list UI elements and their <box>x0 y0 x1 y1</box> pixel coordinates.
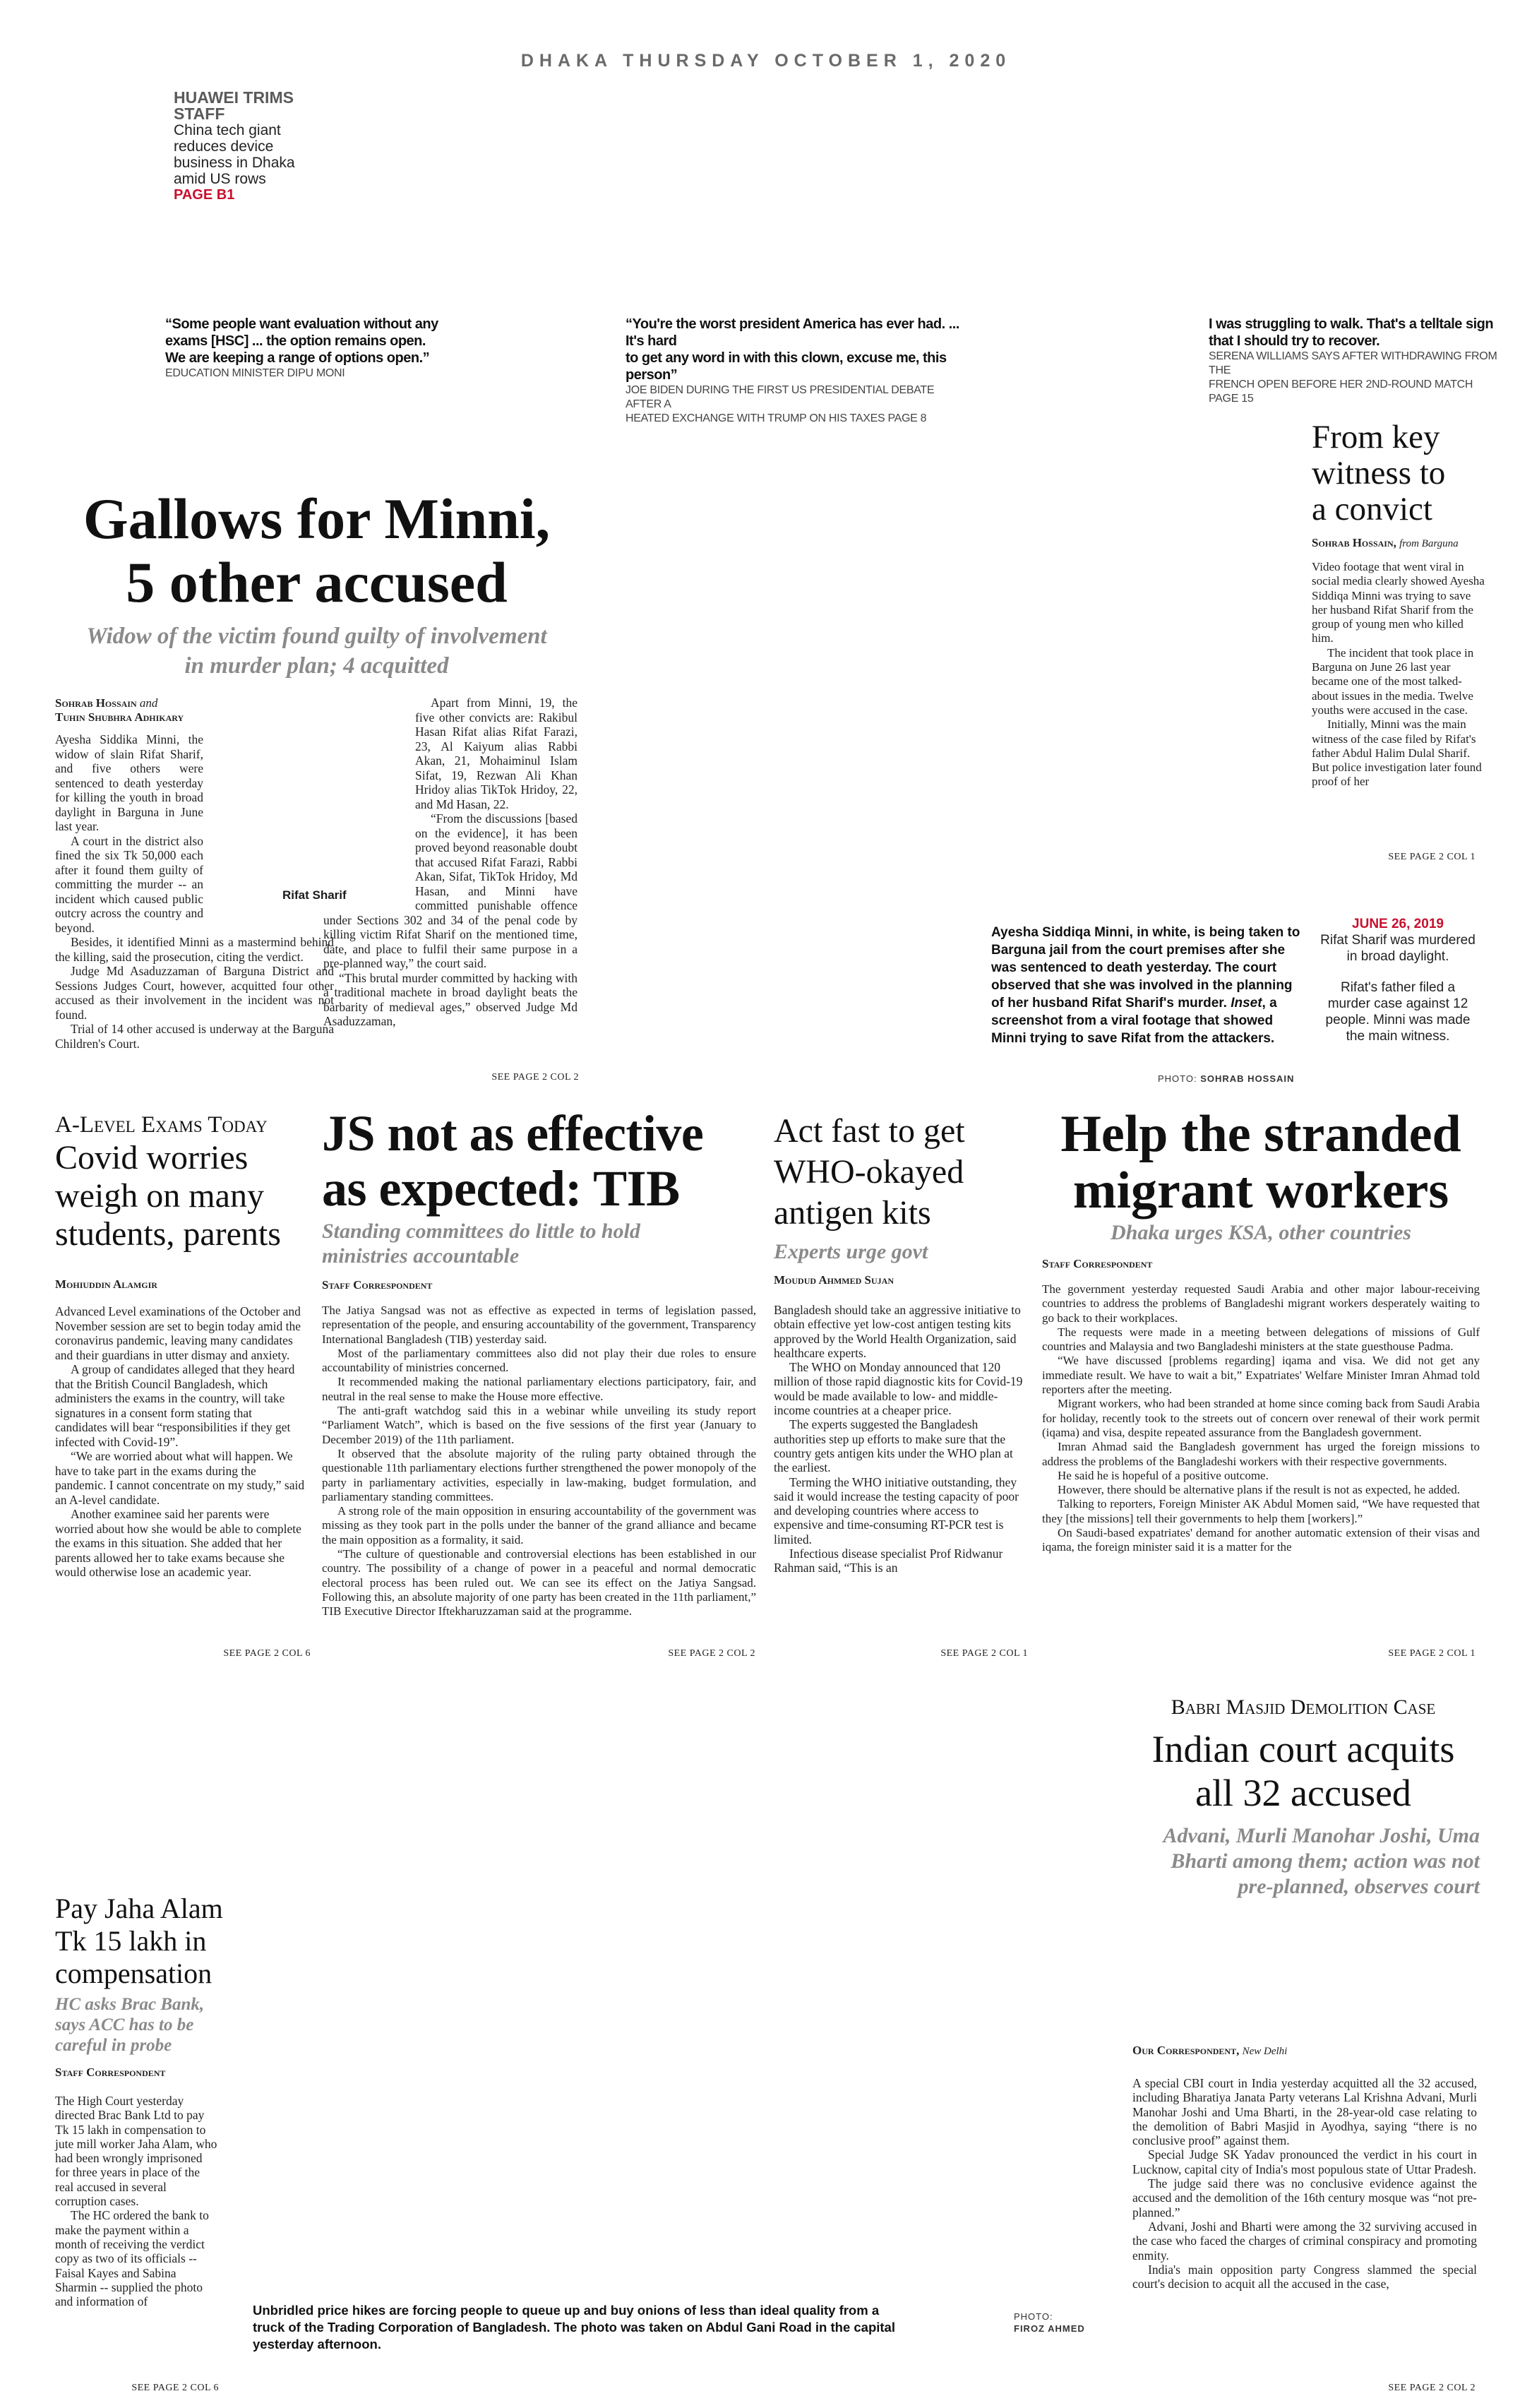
js-story <box>322 1106 756 1619</box>
js-para-6: A strong role of the main opposition in ensuring accountability of the government was missing as they took part in the polls under the banner of the grand alliance and became the main opposition as a formality, it said. <box>322 1504 756 1546</box>
timeline-event-1a: Rifat Sharif was murdered <box>1320 933 1476 948</box>
teaser-huawei[interactable] <box>174 90 315 203</box>
js-body <box>322 1304 756 1619</box>
teaser-title-2: STAFF <box>174 105 225 123</box>
onion-photo-credit <box>1014 2311 1085 2335</box>
babri-para-2: Special Judge SK Yadav pronounced the verdict in his court in Lucknow, capital city of India's most populous state of Uttar Pradesh. <box>1132 2147 1477 2176</box>
js-continued[interactable]: SEE PAGE 2 COL 2 <box>668 1648 755 1659</box>
js-headline-1[interactable]: JS not as effective <box>322 1105 704 1162</box>
migrant-headline-1[interactable]: Help the stranded <box>1060 1105 1461 1163</box>
quote-1-line-2: exams [HSC] ... the option remains open. <box>165 333 426 349</box>
alevel-para-2: A group of candidates alleged that they heard that the British Council Bangladesh, which administers the exams in the country, will take signatures in a consent form stating that candidates will bear “responsibilities if they get infected with Covid-19”. <box>55 1362 295 1449</box>
teaser-body-4: amid US rows <box>174 171 266 187</box>
onion-caption-line-2: truck of the Trading Corporation of Bangladesh. The photo was taken on Abdul Gani Road in the capital <box>253 2320 895 2335</box>
timeline-event-2a: Rifat's father filed a <box>1340 980 1456 995</box>
babri-byline-place: New Delhi <box>1242 2046 1288 2057</box>
quote-3-source-1: SERENA WILLIAMS SAYS AFTER WITHDRAWING FROM THE <box>1209 350 1497 376</box>
witness-headline-1[interactable]: From key <box>1312 419 1440 455</box>
js-headline-2[interactable]: as expected: TIB <box>322 1160 680 1217</box>
quote-2-line-1: “You're the worst president America has ever had. ... It's hard <box>626 316 959 349</box>
alevel-headline-3[interactable]: students, parents <box>55 1215 281 1253</box>
witness-para-2: The incident that took place in Barguna on June 26 last year became one of the most talked-about issues in the media. Twelve youths were accused in the case. <box>1312 645 1474 717</box>
jaha-deck-1: HC asks Brac Bank, <box>55 1995 205 2014</box>
timeline-event-2c: people. Minni was made <box>1325 1013 1471 1027</box>
babri-para-3: The judge said there was no conclusive evidence against the accused and the demolition of the 16th century mosque was “not pre-planned.” <box>1132 2176 1477 2219</box>
lead-byline-author-2: Tuhin Shubhra Adhikary <box>55 710 184 724</box>
alevel-para-3: “We are worried about what will happen. We have to take part in the exams during the pandemic. I cannot concentrate on my study,” said an A-level candidate. <box>55 1449 305 1507</box>
who-para-5: Infectious disease specialist Prof Ridwanur Rahman said, “This is an <box>774 1546 1003 1575</box>
jaha-headline-2[interactable]: Tk 15 lakh in <box>55 1925 207 1957</box>
lead-para-3: Besides, it identified Minni as a mastermind behind the killing, said the prosecution, citing the verdict. <box>55 935 334 964</box>
quote-2-source-2: HEATED EXCHANGE WITH TRUMP ON HIS TAXES PAGE 8 <box>626 412 927 424</box>
who-byline: Moudud Ahmmed Sujan <box>774 1273 894 1287</box>
migrant-headline-2[interactable]: migrant workers <box>1072 1162 1449 1220</box>
babri-para-5: India's main opposition party Congress slammed the special court's decision to acquit all the accused in the case, <box>1132 2262 1477 2291</box>
lead-continued[interactable]: SEE PAGE 2 COL 2 <box>491 1072 579 1083</box>
timeline-date: JUNE 26, 2019 <box>1352 917 1444 931</box>
caption-line-2: Barguna jail from the court premises after she <box>991 943 1286 958</box>
quote-3-source-2: FRENCH OPEN BEFORE HER 2ND-ROUND MATCH PAGE 15 <box>1209 379 1473 405</box>
jaha-body <box>55 2094 219 2308</box>
who-para-4: Terming the WHO initiative outstanding, they said it would increase the testing capacity of poor and developing countries where access to expensive and time-consuming RT-PCR test is limited. <box>774 1474 1019 1546</box>
babri-continued[interactable]: SEE PAGE 2 COL 2 <box>1388 2383 1476 2393</box>
jaha-para-2: The HC ordered the bank to make the payment within a month of receiving the verdict copy as two of its officials -- Faisal Kayes and Sabina Sharmin -- supplied the photo and information of <box>55 2208 209 2309</box>
js-para-4: The anti-graft watchdog said this in a webinar while unveiling its study report “Parliament Watch”, which is based on the five sessions of the first year (January to December 2019) of the 11th parliament. <box>322 1404 756 1446</box>
lead-deck-2: in murder plan; 4 acquitted <box>184 653 449 679</box>
teaser-page-ref[interactable]: PAGE B1 <box>174 187 235 203</box>
migrant-para-6: He said he is hopeful of a positive outcome. <box>1058 1468 1269 1482</box>
caption-inset-rest: , a <box>1262 996 1277 1011</box>
js-para-7: “The culture of questionable and controversial elections has been established in our country. The possibility of a change of power in a peaceful and normal democratic electoral process has been ruled out. We can see its effect on the Jatiya Sangsad. Following this, an absolute majority of one party has been created in the 11th parliament,” TIB Executive Director Iftekharuzzaman said at the programme. <box>322 1547 756 1619</box>
inset-label-rifat: Rifat Sharif <box>282 888 347 902</box>
babri-byline-author: Our Correspondent, <box>1132 2044 1240 2057</box>
babri-deck-3: pre-planned, observes court <box>1238 1875 1480 1898</box>
migrant-para-4: Migrant workers, who had been stranded at home since coming back from Saudi Arabia for holiday, recently took to the streets out of concern over renewal of their work permit (iqama) and visa, despite repeated assurance from the Bangladesh government. <box>1042 1397 1480 1439</box>
alevel-byline: Mohiuddin Alamgir <box>55 1277 157 1291</box>
lead-byline <box>55 696 281 725</box>
caption-line-3: was sentenced to death yesterday. The court <box>991 960 1277 975</box>
witness-byline-place: from Barguna <box>1399 538 1459 549</box>
lead-photo-overlap <box>323 696 415 911</box>
lead-para-5: Trial of 14 other accused is underway at the Barguna Children's Court. <box>55 1022 334 1051</box>
jaha-headline-3[interactable]: compensation <box>55 1957 213 1989</box>
babri-headline-1[interactable]: Indian court acquits <box>1151 1728 1455 1770</box>
lead-column-2 <box>323 696 578 1029</box>
alevel-continued[interactable]: SEE PAGE 2 COL 6 <box>223 1648 311 1659</box>
witness-story <box>1312 419 1502 789</box>
witness-byline-author: Sohrab Hossain, <box>1312 536 1396 549</box>
babri-deck-1: Advani, Murli Manohar Joshi, Uma <box>1163 1824 1480 1847</box>
who-headline-1[interactable]: Act fast to get <box>774 1112 965 1150</box>
migrant-deck: Dhaka urges KSA, other countries <box>1111 1221 1411 1244</box>
dateline: DHAKA THURSDAY OCTOBER 1, 2020 <box>520 51 1012 71</box>
teaser-body-3: business in Dhaka <box>174 155 295 171</box>
babri-para-1: A special CBI court in India yesterday acquitted all the 32 accused, including Bharatiya Janata Party veterans Lal Krishna Advani, Murli Manohar Joshi and Uma Bharti, in the 28-year-old case relating to the demolition of Babri Masjid in Ayodhya, saying “there is no conclusive proof” against them. <box>1132 2076 1477 2148</box>
js-byline: Staff Correspondent <box>322 1278 433 1292</box>
migrant-byline: Staff Correspondent <box>1042 1257 1153 1270</box>
witness-headline-3[interactable]: a convict <box>1312 491 1432 528</box>
babri-para-4: Advani, Joshi and Bharti were among the 32 surviving accused in the case who faced the charges of criminal conspiracy and promoting enmity. <box>1132 2219 1477 2263</box>
lead-byline-and: and <box>139 696 158 710</box>
timeline-event-2d: the main witness. <box>1346 1029 1450 1044</box>
js-deck-2: ministries accountable <box>322 1244 520 1268</box>
jaha-story <box>55 1893 260 2308</box>
who-story <box>774 1111 1028 1575</box>
lead-para-2: A court in the district also fined the six Tk 50,000 each after it found them guilty of committing the murder -- an incident which caused public outcry across the country and beyond. <box>55 833 203 935</box>
teaser-body-2: reduces device <box>174 138 274 155</box>
babri-byline <box>1132 2044 1287 2058</box>
alevel-story <box>55 1111 309 1580</box>
caption-inset-word: Inset <box>1231 996 1262 1011</box>
onion-credit-label: PHOTO: <box>1014 2311 1053 2322</box>
caption-line-6: screenshot from a viral footage that showed <box>991 1013 1274 1028</box>
quote-2 <box>626 316 964 426</box>
migrant-para-1: The government yesterday requested Saudi Arabia and other major labour-receiving countries to address the problems of Bangladeshi migrant workers desperately waiting to go back to their workplaces. <box>1042 1282 1480 1325</box>
quote-1-line-3: We are keeping a range of options open.” <box>165 350 430 366</box>
caption-line-7: Minni trying to save Rifat from the attackers. <box>991 1031 1275 1046</box>
alevel-kicker: A-Level Exams Today <box>55 1112 268 1138</box>
lead-headline-1[interactable]: Gallows for Minni, <box>83 487 551 551</box>
onion-caption-line-3: yesterday afternoon. <box>253 2337 381 2352</box>
who-deck: Experts urge govt <box>774 1240 928 1263</box>
caption-line-4: observed that she was involved in the planning <box>991 978 1293 993</box>
jaha-deck-3: careful in probe <box>55 2036 172 2055</box>
migrant-para-2: The requests were made in a meeting between delegations of missions of Gulf countries and Malaysia and two Bangladeshi ministers at the state guesthouse Padma. <box>1042 1325 1480 1354</box>
jaha-para-1: The High Court yesterday directed Brac Bank Ltd to pay Tk 15 lakh in compensation to jute mill worker Jaha Alam, who had been wrongly imprisoned for three years in place of the real accused in several corruption cases. <box>55 2094 217 2209</box>
photo-caption-minni <box>991 924 1302 1047</box>
alevel-headline-2[interactable]: weigh on many <box>55 1177 264 1215</box>
migrant-body <box>1042 1282 1480 1555</box>
migrant-para-5: Imran Ahmad said the Bangladesh government has urged the foreign missions to address the problems of the Bangladeshi workers with their respective governments. <box>1042 1440 1480 1468</box>
babri-kicker: Babri Masjid Demolition Case <box>1171 1695 1436 1719</box>
who-continued[interactable]: SEE PAGE 2 COL 1 <box>940 1648 1028 1659</box>
quote-3 <box>1209 316 1505 406</box>
lead-para-4: Judge Md Asaduzzaman of Barguna District and Sessions Judges Court, however, acquitted four other accused as their involvement in the incident was not found. <box>55 964 334 1022</box>
who-para-1: Bangladesh should take an aggressive initiative to obtain effective yet low-cost antigen testing kits approved by the World Health Organization, said healthcare experts. <box>774 1303 1021 1360</box>
babri-story <box>1127 1693 1480 1900</box>
lead-deck-1: Widow of the victim found guilty of involvement <box>86 624 547 649</box>
migrant-continued[interactable]: SEE PAGE 2 COL 1 <box>1388 1648 1476 1659</box>
caption-line-5 <box>991 994 1302 1012</box>
alevel-para-4: Another examinee said her parents were worried about how she would be able to complete the exams in this situation. She added that her parents allowed her to take exams because she would otherwise lose an academic year. <box>55 1507 301 1579</box>
who-para-3: The experts suggested the Bangladesh authorities step up efforts to make sure that the country gets antigen kits under the WHO plan at the earliest. <box>774 1417 1013 1475</box>
who-body <box>774 1303 1029 1575</box>
quote-3-line-2: that I should try to recover. <box>1209 333 1380 349</box>
witness-para-3: Initially, Minni was the main witness of the case filed by Rifat's father Abdul Halim Dulal Sharif. But police investigation later found proof of her <box>1312 717 1482 789</box>
onion-caption-line-1: Unbridled price hikes are forcing people to queue up and buy onions of less than ideal quality from a <box>253 2303 880 2318</box>
alevel-para-1: Advanced Level examinations of the October and November session are set to begin today amid the coronavirus pandemic, leaving many candidates and their guardians in utter dismay and anxiety. <box>55 1304 301 1362</box>
witness-body <box>1312 560 1487 789</box>
caption-line-5-text: of her husband Rifat Sharif's murder. <box>991 996 1227 1011</box>
js-para-3: It recommended making the national parliamentary elections participatory, fair, and neutral in the real sense to make the House more effective. <box>322 1375 756 1403</box>
quote-1 <box>165 316 462 381</box>
lead-story <box>47 487 587 681</box>
photo-credit-name: SOHRAB HOSSAIN <box>1200 1073 1295 1084</box>
who-headline-2[interactable]: WHO-okayed <box>774 1153 964 1191</box>
onion-credit-name: FIROZ AHMED <box>1014 2323 1085 2334</box>
alevel-body <box>55 1304 306 1580</box>
who-para-2: The WHO on Monday announced that 120 million of those rapid diagnostic kits for Covid-19 would be made available to low- and middle-income countries at a cheaper price. <box>774 1360 1023 1418</box>
timeline-event-1b: in broad daylight. <box>1346 949 1449 964</box>
js-para-1: The Jatiya Sangsad was not as effective as expected in terms of legislation passed, representation of the people, and ensuring accountability of the government, Transparency International Bangladesh (TIB) yesterday said. <box>322 1304 756 1346</box>
babri-deck-2: Bharti among them; action was not <box>1171 1849 1480 1873</box>
witness-byline <box>1312 536 1502 550</box>
inset-photo-rifat <box>203 732 334 909</box>
witness-para-1: Video footage that went viral in social media clearly showed Ayesha Siddiqa Minni was trying to save her husband Rifat Sharif from the group of young men who killed him. <box>1312 560 1485 645</box>
quote-1-line-1: “Some people want evaluation without any <box>165 316 438 332</box>
teaser-body-1: China tech giant <box>174 122 281 138</box>
lead-para-1: Ayesha Siddika Minni, the widow of slain Rifat Sharif, and five others were sentenced to death yesterday for killing the youth in broad daylight in Barguna in June last year. <box>55 732 203 833</box>
jaha-continued[interactable]: SEE PAGE 2 COL 6 <box>131 2383 219 2393</box>
js-para-5: It observed that the absolute majority of the ruling party obtained through the questionable 11th parliamentary elections further strengthened the power monopoly of the party in parliamentary activities, especially in law-making, budget formulation, and parliamentary standing committees. <box>322 1446 756 1503</box>
jaha-headline-1[interactable]: Pay Jaha Alam <box>55 1893 223 1924</box>
teaser-title-1: HUAWEI TRIMS <box>174 88 294 107</box>
js-para-2: Most of the parliamentary committees also did not play their due roles to ensure accountability of ministries concerned. <box>322 1346 756 1375</box>
babri-headline-2[interactable]: all 32 accused <box>1195 1772 1411 1814</box>
caption-line-1: Ayesha Siddiqa Minni, in white, is being taken to <box>991 925 1300 940</box>
jaha-byline: Staff Correspondent <box>55 2066 166 2079</box>
onion-caption <box>253 2302 959 2353</box>
lead-headline-2[interactable]: 5 other accused <box>126 550 508 614</box>
quote-2-source-1: JOE BIDEN DURING THE FIRST US PRESIDENTIAL DEBATE AFTER A <box>626 384 935 410</box>
lead-para-6: Apart from Minni, 19, the five other convicts are: Rakibul Hasan Rifat alias Rifat Farazi, 23, Al Kaiyum alias Rabbi Akan, 21, Mohaiminul Islam Sifat, 19, Rezwan Ali Khan Hridoy alias TikTok Hridoy, 22, and Md Hasan, 22. <box>415 696 578 811</box>
babri-body <box>1132 2076 1477 2291</box>
migrant-para-3: “We have discussed [problems regarding] iqama and visa. We did not get any immediate result. We have to wait a bit,” Expatriates' Welfare Minister Imran Ahmad told reporters after the meeting. <box>1042 1354 1480 1397</box>
migrant-story <box>1042 1106 1480 1555</box>
lead-para-8: “This brutal murder committed by hacking with a traditional machete in broad daylight beats the barbarity of medieval ages,” observed Judge Md Asaduzzaman, <box>323 970 578 1028</box>
migrant-para-8: Talking to reporters, Foreign Minister AK Abdul Momen said, “We have requested that they [the missions] tell their governments to help them [workers].” <box>1042 1497 1480 1525</box>
photo-credit-label: PHOTO: <box>1158 1073 1197 1084</box>
timeline-box <box>1313 916 1483 1044</box>
migrant-para-7: However, there should be alternative plans if the result is not as expected, he added. <box>1058 1483 1461 1497</box>
timeline-event-2b: murder case against 12 <box>1327 996 1468 1011</box>
quote-2-line-2: to get any word in with this clown, excuse me, this person” <box>626 350 947 383</box>
who-headline-3[interactable]: antigen kits <box>774 1194 931 1232</box>
photo-credit-sohrab <box>1158 1073 1294 1084</box>
lead-byline-author-1: Sohrab Hossain <box>55 696 137 710</box>
alevel-headline-1[interactable]: Covid worries <box>55 1139 249 1176</box>
lead-para-7: “From the discussions [based on the evidence], it has been proved beyond reasonable doubt that accused Rifat Farazi, Rabbi Akan, Sifat, TikTok Hridoy, Md Hasan, and Minni have committed punishable offence under Sections 302 and 34 of the penal code by killing victim Rifat Sharif on the mentioned time, date, and place to fulfil their same purpose in a pre-planned way,” the court said. <box>323 811 578 970</box>
quote-3-line-1: I was struggling to walk. That's a telltale sign <box>1209 316 1494 332</box>
witness-headline-2[interactable]: witness to <box>1312 455 1446 491</box>
witness-continued[interactable]: SEE PAGE 2 COL 1 <box>1388 852 1476 862</box>
migrant-para-9: On Saudi-based expatriates' demand for another automatic extension of their visas and iqama, the foreign minister said it is a matter for the <box>1042 1526 1480 1554</box>
js-deck-1: Standing committees do little to hold <box>322 1220 640 1243</box>
jaha-deck-2: says ACC has to be <box>55 2015 194 2034</box>
quote-1-source: EDUCATION MINISTER DIPU MONI <box>165 367 345 379</box>
